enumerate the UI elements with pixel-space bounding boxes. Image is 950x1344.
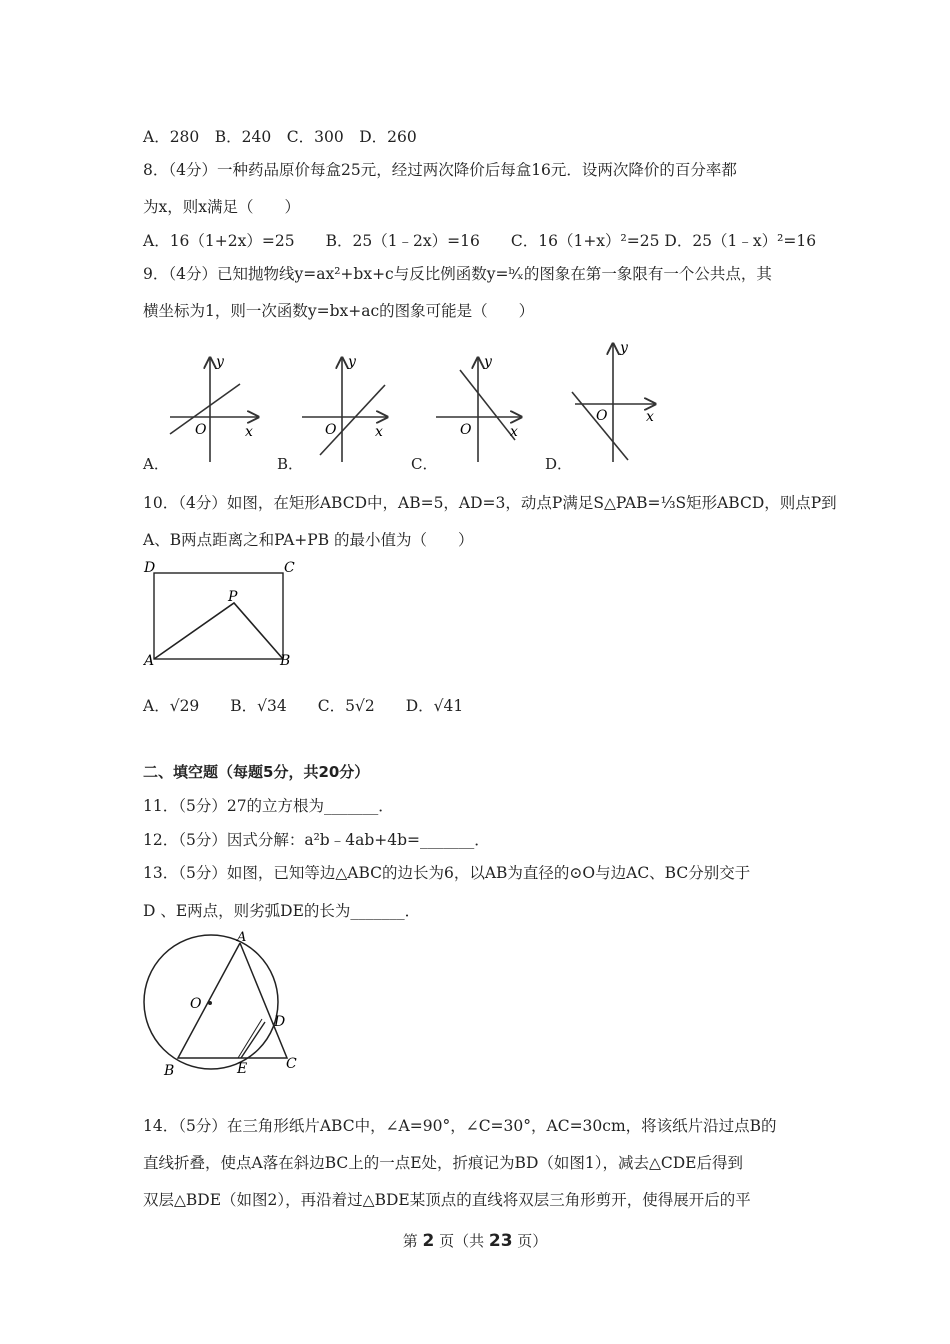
circle-point-d-label: D: [274, 1014, 286, 1030]
svg-text:y: y: [620, 340, 628, 356]
svg-text:y: y: [216, 354, 224, 370]
svg-text:O: O: [460, 422, 472, 438]
svg-text:x: x: [510, 424, 518, 440]
q14-line-2: 直线折叠，使点A落在斜边BC上的一点E处，折痕记为BD（如图1），减去△CDE后得到: [143, 1154, 743, 1172]
q9-option-d-label: D．: [545, 455, 573, 473]
vertex-b-label: B: [280, 653, 291, 669]
q14-line-3: 双层△BDE（如图2），再沿着过△BDE某顶点的直线将双层三角形剪开，使得展开后的平: [143, 1191, 751, 1209]
circle-center-o-label: O: [190, 996, 202, 1012]
total-pages: 23: [488, 1231, 513, 1251]
q9-option-b-label: B．: [277, 455, 304, 473]
graph-c: [436, 354, 521, 462]
q10-options: A．√29 B．√34 C．5√2 D．√41: [143, 697, 464, 715]
q13-line-2: D 、E两点，则劣弧DE的长为_______．: [143, 902, 421, 920]
svg-text:y: y: [484, 354, 492, 370]
svg-text:y: y: [348, 354, 356, 370]
vertex-c-label: C: [284, 560, 295, 576]
graph-b: [302, 354, 387, 462]
q14-line-1: 14．（5分）在三角形纸片ABC中，∠A=90°，∠C=30°，AC=30cm，将该纸片沿过点B的: [143, 1117, 777, 1135]
svg-text:x: x: [646, 409, 654, 425]
circle-vertex-c-label: C: [286, 1056, 297, 1072]
svg-text:O: O: [195, 422, 207, 438]
svg-text:O: O: [596, 408, 608, 424]
q12: 12．（5分）因式分解：a²b﹣4ab+4b=_______．: [143, 831, 490, 849]
q10-line-1: 10．（4分）如图，在矩形ABCD中，AB=5，AD=3，动点P满足S△PAB=⅓S矩形ABCD，则点P到: [143, 494, 837, 512]
vertex-d-label: D: [144, 560, 156, 576]
vertex-a-label: A: [144, 653, 155, 669]
q9-line-1: 9．（4分）已知抛物线y=ax²+bx+c与反比例函数y=ᵇ⁄ₓ的图象在第一象限有一个公共点，其: [143, 265, 772, 283]
q8-options: A．16（1+2x）=25 B．25（1﹣2x）=16 C．16（1+x）²=25 D．25（1﹣x）²=16: [143, 232, 817, 250]
vertex-p-label: P: [228, 589, 238, 605]
q7-options: A．280 B．240 C．300 D．260: [143, 128, 417, 146]
svg-text:x: x: [245, 424, 253, 440]
graph-a: [170, 354, 258, 462]
q8-line-1: 8．（4分）一种药品原价每盒25元，经过两次降价后每盒16元．设两次降价的百分率都: [143, 161, 737, 179]
circle-vertex-b-label: B: [164, 1063, 175, 1078]
current-page-number: 2: [422, 1231, 435, 1251]
svg-text:O: O: [325, 422, 337, 438]
q9-option-c-label: C．: [411, 455, 438, 473]
q8-line-2: 为x，则x满足（ ）: [143, 198, 300, 216]
q11: 11．（5分）27的立方根为_______．: [143, 797, 394, 815]
circle-vertex-a-label: A: [237, 930, 247, 945]
section-2-heading: 二、填空题（每题5分，共20分）: [143, 763, 370, 781]
q13-circle-figure: [140, 928, 310, 1078]
q9-option-a-label: A．: [143, 455, 169, 473]
q9-graphs: [0, 0, 950, 480]
page-footer: 第 2 页（共 23 页）: [402, 1231, 548, 1251]
q10-line-2: A、B两点距离之和PA+PB 的最小值为（ ）: [143, 531, 474, 549]
q13-line-1: 13．（5分）如图，已知等边△ABC的边长为6，以AB为直径的⊙O与边AC、BC分别交于: [143, 864, 751, 882]
svg-text:x: x: [375, 424, 383, 440]
q10-rectangle-figure: [138, 555, 328, 675]
circle-point-e-label: E: [237, 1061, 248, 1077]
q9-line-2: 横坐标为1，则一次函数y=bx+ac的图象可能是（ ）: [143, 302, 535, 320]
graph-d: [572, 340, 655, 462]
